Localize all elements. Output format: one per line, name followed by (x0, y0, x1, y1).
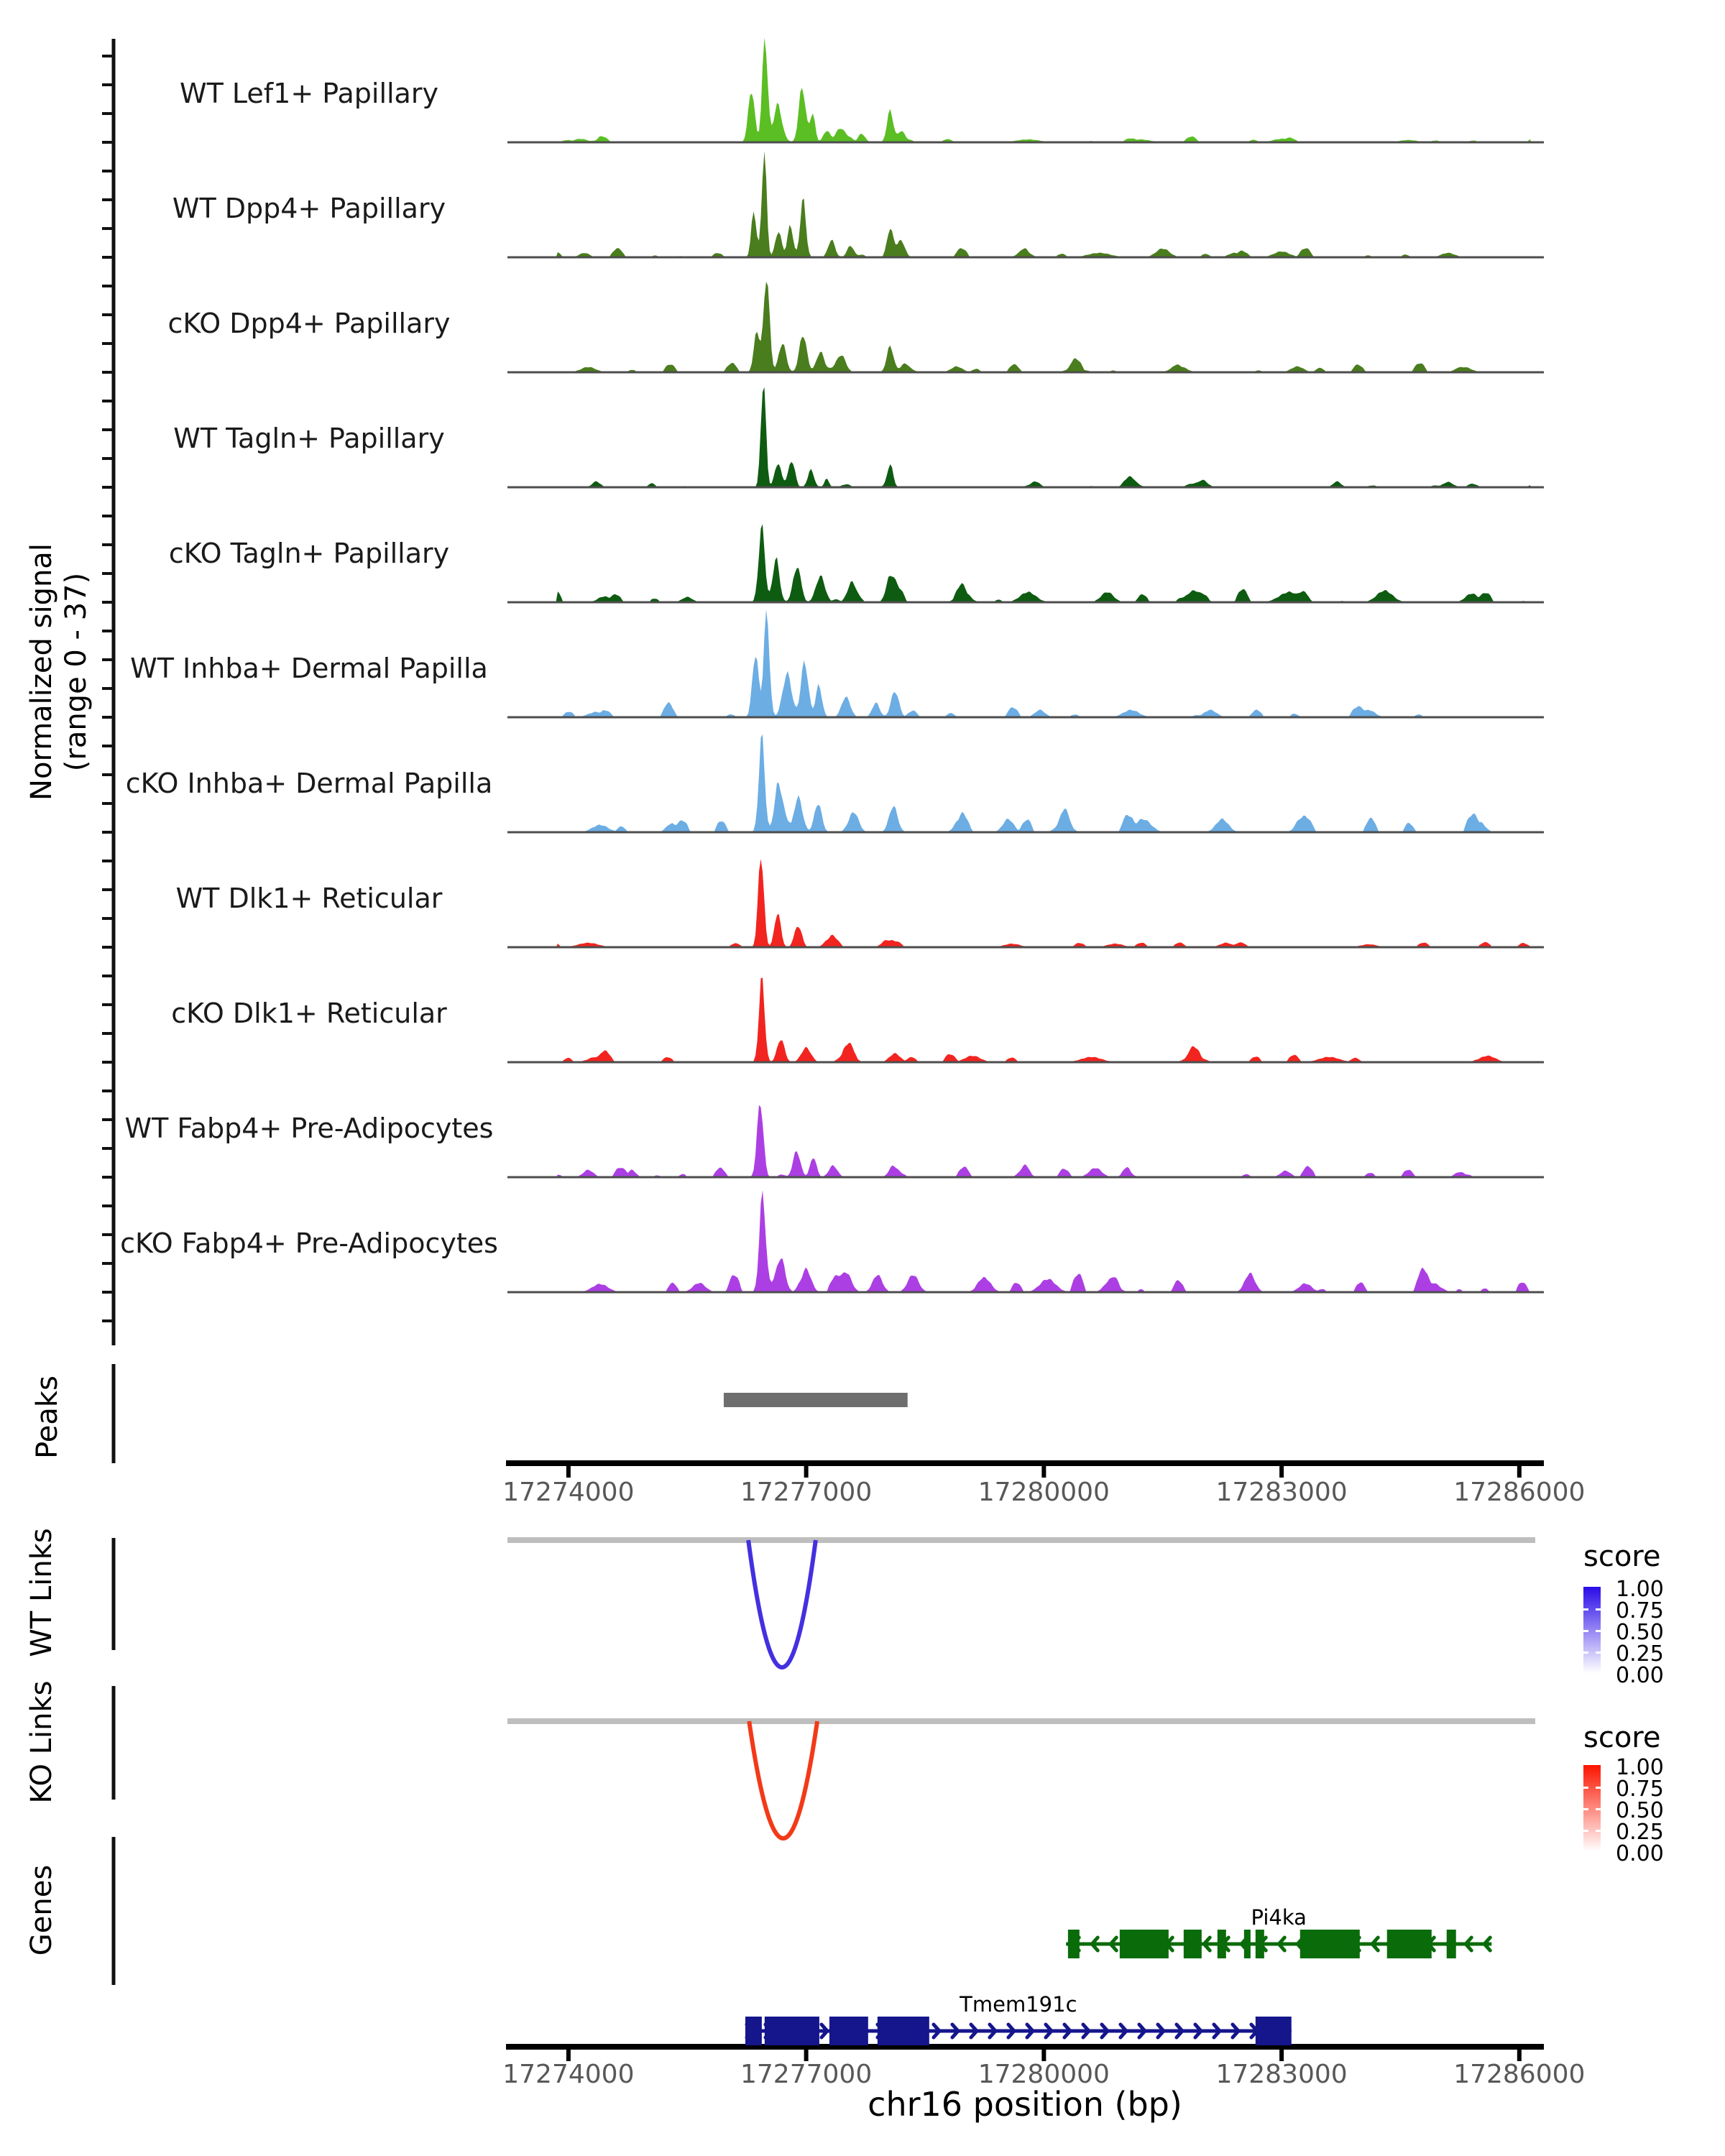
peak-interval-bar (724, 1393, 908, 1407)
legend-value-label: 0.75 (1616, 1777, 1664, 1802)
x-tick-label: 17286000 (1453, 2060, 1586, 2089)
legend-gradient-tick (1596, 1608, 1601, 1611)
coverage-area (507, 524, 1544, 602)
legend-gradient-tick (1583, 1608, 1588, 1611)
peaks-panel-label: Peaks (31, 1376, 64, 1459)
coverage-area (507, 37, 1544, 142)
track-label: WT Dlk1+ Reticular (175, 883, 443, 914)
legend-gradient-tick (1596, 1830, 1601, 1832)
x-tick-label: 17280000 (978, 2060, 1110, 2089)
legend-value-label: 0.50 (1616, 1620, 1664, 1645)
gene-name-label: Tmem191c (960, 1992, 1077, 2017)
legend-value-label: 0.75 (1616, 1598, 1664, 1623)
y-axis-label-line1: Normalized signal (25, 543, 58, 801)
track-label: WT Tagln+ Papillary (173, 423, 445, 454)
track-label: cKO Dlk1+ Reticular (171, 998, 447, 1029)
legend-value-label: 0.00 (1616, 1841, 1664, 1866)
legend-gradient-tick (1583, 1830, 1588, 1832)
gene-exon (1447, 1930, 1456, 1958)
gene-exon (1256, 2017, 1292, 2045)
gene-exon (829, 2017, 868, 2045)
track-label: cKO Inhba+ Dermal Papilla (125, 768, 493, 799)
track-label: cKO Fabp4+ Pre-Adipocytes (120, 1227, 498, 1259)
ko-links-panel-label: KO Links (25, 1680, 58, 1804)
track-label: cKO Dpp4+ Papillary (167, 308, 451, 339)
legend-value-label: 1.00 (1616, 1755, 1664, 1780)
coverage-area (507, 977, 1544, 1062)
coverage-area (507, 387, 1544, 487)
legend-value-label: 0.00 (1616, 1663, 1664, 1688)
x-tick-label: 17283000 (1215, 1478, 1348, 1507)
track-label: cKO Tagln+ Papillary (168, 538, 450, 569)
track-label: WT Lef1+ Papillary (180, 78, 438, 109)
legend-gradient-tick (1596, 1787, 1601, 1789)
legend-gradient-tick (1583, 1787, 1588, 1789)
x-axis-title: chr16 position (bp) (868, 2085, 1182, 2124)
legend-value-label: 0.50 (1616, 1798, 1664, 1823)
legend-gradient-tick (1596, 1630, 1601, 1632)
gene-name-label: Pi4ka (1251, 1905, 1307, 1930)
legend-gradient-tick (1596, 1808, 1601, 1810)
x-tick-label: 17277000 (740, 1478, 873, 1507)
link-arc (748, 1540, 816, 1667)
x-tick-label: 17277000 (740, 2060, 873, 2089)
legend-gradient-tick (1596, 1651, 1601, 1654)
link-arc (749, 1721, 817, 1838)
track-label: WT Fabp4+ Pre-Adipocytes (124, 1112, 494, 1144)
x-tick-label: 17274000 (502, 2060, 635, 2089)
coverage-area (507, 282, 1544, 372)
coverage-area (507, 734, 1544, 832)
legend-gradient-tick (1583, 1808, 1588, 1810)
wt-score-legend-title: score (1583, 1540, 1661, 1573)
gene-exon (1300, 1930, 1360, 1958)
track-label: WT Inhba+ Dermal Papilla (130, 653, 488, 684)
coverage-area (507, 1190, 1544, 1292)
legend-value-label: 0.25 (1616, 1641, 1664, 1667)
legend-gradient-tick (1583, 1651, 1588, 1654)
gene-exon (1256, 1930, 1264, 1958)
gene-exon (1184, 1930, 1202, 1958)
gene-exon (1120, 1930, 1169, 1958)
coverage-area (507, 151, 1544, 257)
track-label: WT Dpp4+ Papillary (172, 193, 446, 224)
legend-value-label: 0.25 (1616, 1820, 1664, 1845)
legend-value-label: 1.00 (1616, 1577, 1664, 1602)
x-tick-label: 17280000 (978, 1478, 1110, 1507)
gene-exon (1387, 1930, 1432, 1958)
x-tick-label: 17283000 (1215, 2060, 1348, 2089)
gene-exon (745, 2017, 762, 2045)
wt-links-panel-label: WT Links (25, 1528, 58, 1657)
coverage-area (507, 1105, 1544, 1178)
gene-exon (1218, 1930, 1226, 1958)
x-tick-label: 17286000 (1453, 1478, 1586, 1507)
x-tick-label: 17274000 (502, 1478, 635, 1507)
gene-exon (878, 2017, 929, 2045)
legend-gradient-tick (1583, 1630, 1588, 1632)
genes-panel-label: Genes (25, 1864, 58, 1956)
ko-score-legend-title: score (1583, 1721, 1661, 1754)
coverage-area (507, 859, 1544, 947)
gene-exon (1244, 1930, 1251, 1958)
coverage-area (507, 609, 1544, 717)
gene-exon (765, 2017, 819, 2045)
gene-exon (1068, 1930, 1080, 1958)
y-axis-label-line2: (range 0 - 37) (60, 572, 93, 772)
